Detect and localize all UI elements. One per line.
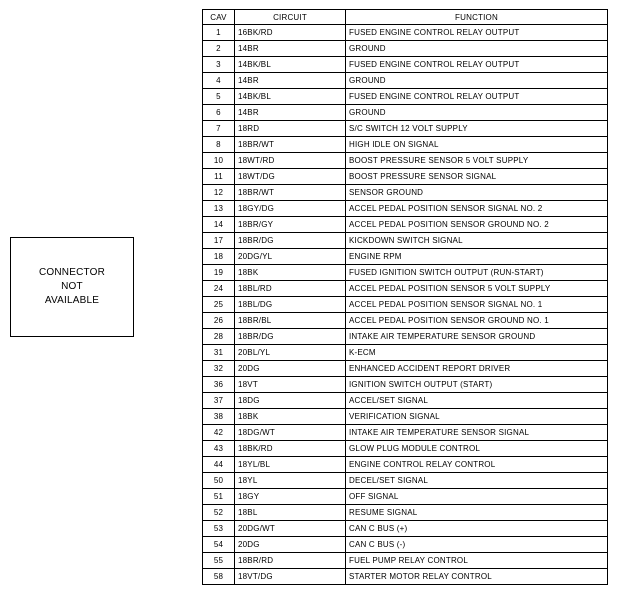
circuit-cell: 18GY/DG xyxy=(235,201,346,217)
table-row xyxy=(203,297,608,313)
table-row xyxy=(203,313,608,329)
table-row xyxy=(203,281,608,297)
header-circuit: CIRCUIT xyxy=(235,10,346,25)
function-cell: KICKDOWN SWITCH SIGNAL xyxy=(346,233,608,249)
cav-cell: 53 xyxy=(203,521,235,537)
function-cell: DECEL/SET SIGNAL xyxy=(346,473,608,489)
table-row xyxy=(203,217,608,233)
cav-cell: 4 xyxy=(203,73,235,89)
cav-cell: 13 xyxy=(203,201,235,217)
cav-cell: 55 xyxy=(203,553,235,569)
cav-cell: 51 xyxy=(203,489,235,505)
table-row xyxy=(203,489,608,505)
cav-cell: 7 xyxy=(203,121,235,137)
function-cell: BOOST PRESSURE SENSOR 5 VOLT SUPPLY xyxy=(346,153,608,169)
circuit-cell: 18WT/RD xyxy=(235,153,346,169)
function-cell: FUSED IGNITION SWITCH OUTPUT (RUN-START) xyxy=(346,265,608,281)
function-cell: FUSED ENGINE CONTROL RELAY OUTPUT xyxy=(346,89,608,105)
function-cell: FUSED ENGINE CONTROL RELAY OUTPUT xyxy=(346,25,608,41)
table-row xyxy=(203,249,608,265)
cav-cell: 3 xyxy=(203,57,235,73)
cav-cell: 44 xyxy=(203,457,235,473)
circuit-cell: 18BK xyxy=(235,265,346,281)
circuit-cell: 20DG/WT xyxy=(235,521,346,537)
table-row xyxy=(203,441,608,457)
cav-cell: 38 xyxy=(203,409,235,425)
table-row xyxy=(203,505,608,521)
function-cell: VERIFICATION SIGNAL xyxy=(346,409,608,425)
cav-cell: 50 xyxy=(203,473,235,489)
cav-cell: 8 xyxy=(203,137,235,153)
table-row xyxy=(203,153,608,169)
function-cell: ENHANCED ACCIDENT REPORT DRIVER xyxy=(346,361,608,377)
function-cell: GLOW PLUG MODULE CONTROL xyxy=(346,441,608,457)
cav-cell: 32 xyxy=(203,361,235,377)
function-cell: FUEL PUMP RELAY CONTROL xyxy=(346,553,608,569)
header-cav: CAV xyxy=(203,10,235,25)
function-cell: INTAKE AIR TEMPERATURE SENSOR SIGNAL xyxy=(346,425,608,441)
circuit-cell: 14BR xyxy=(235,73,346,89)
cav-cell: 18 xyxy=(203,249,235,265)
function-cell: STARTER MOTOR RELAY CONTROL xyxy=(346,569,608,585)
table-row xyxy=(203,553,608,569)
circuit-cell: 14BK/BL xyxy=(235,89,346,105)
function-cell: HIGH IDLE ON SIGNAL xyxy=(346,137,608,153)
cav-cell: 36 xyxy=(203,377,235,393)
function-cell: CAN C BUS (-) xyxy=(346,537,608,553)
cav-cell: 11 xyxy=(203,169,235,185)
cav-cell: 54 xyxy=(203,537,235,553)
cav-cell: 37 xyxy=(203,393,235,409)
cav-cell: 52 xyxy=(203,505,235,521)
connector-label-line-2: NOT xyxy=(61,281,83,292)
circuit-cell: 18BR/DG xyxy=(235,233,346,249)
table-row xyxy=(203,457,608,473)
function-cell: CAN C BUS (+) xyxy=(346,521,608,537)
table-row xyxy=(203,105,608,121)
table-row xyxy=(203,345,608,361)
circuit-cell: 18BR/GY xyxy=(235,217,346,233)
circuit-cell: 18BR/BL xyxy=(235,313,346,329)
function-cell: K-ECM xyxy=(346,345,608,361)
function-cell: ENGINE CONTROL RELAY CONTROL xyxy=(346,457,608,473)
table-row xyxy=(203,41,608,57)
table-row xyxy=(203,57,608,73)
table-row xyxy=(203,73,608,89)
table-row xyxy=(203,329,608,345)
circuit-cell: 18YL/BL xyxy=(235,457,346,473)
cav-cell: 6 xyxy=(203,105,235,121)
function-cell: ACCEL PEDAL POSITION SENSOR SIGNAL NO. 1 xyxy=(346,297,608,313)
cav-cell: 43 xyxy=(203,441,235,457)
table-row xyxy=(203,137,608,153)
connector-not-available-box xyxy=(10,237,134,337)
circuit-cell: 14BR xyxy=(235,105,346,121)
function-cell: ACCEL PEDAL POSITION SENSOR GROUND NO. 2 xyxy=(346,217,608,233)
table-row xyxy=(203,473,608,489)
function-cell: ENGINE RPM xyxy=(346,249,608,265)
function-cell: GROUND xyxy=(346,41,608,57)
cav-cell: 42 xyxy=(203,425,235,441)
table-row xyxy=(203,361,608,377)
function-cell: GROUND xyxy=(346,105,608,121)
cav-cell: 58 xyxy=(203,569,235,585)
circuit-cell: 18DG xyxy=(235,393,346,409)
table-row xyxy=(203,233,608,249)
table-row xyxy=(203,169,608,185)
function-cell: ACCEL PEDAL POSITION SENSOR GROUND NO. 1 xyxy=(346,313,608,329)
header-function: FUNCTION xyxy=(346,10,608,25)
table-row xyxy=(203,521,608,537)
circuit-cell: 18BL xyxy=(235,505,346,521)
cav-cell: 14 xyxy=(203,217,235,233)
cav-cell: 28 xyxy=(203,329,235,345)
circuit-cell: 18VT/DG xyxy=(235,569,346,585)
table-header-row xyxy=(203,10,608,25)
table-row xyxy=(203,377,608,393)
function-cell: FUSED ENGINE CONTROL RELAY OUTPUT xyxy=(346,57,608,73)
circuit-cell: 20BL/YL xyxy=(235,345,346,361)
table-row xyxy=(203,185,608,201)
table-row xyxy=(203,393,608,409)
cav-cell: 1 xyxy=(203,25,235,41)
circuit-cell: 14BR xyxy=(235,41,346,57)
circuit-cell: 20DG/YL xyxy=(235,249,346,265)
cav-cell: 31 xyxy=(203,345,235,361)
function-cell: GROUND xyxy=(346,73,608,89)
circuit-cell: 18BK xyxy=(235,409,346,425)
table-row xyxy=(203,409,608,425)
circuit-cell: 14BK/BL xyxy=(235,57,346,73)
table-row xyxy=(203,425,608,441)
circuit-cell: 20DG xyxy=(235,361,346,377)
cav-cell: 25 xyxy=(203,297,235,313)
circuit-cell: 20DG xyxy=(235,537,346,553)
circuit-cell: 18BR/RD xyxy=(235,553,346,569)
circuit-cell: 18BR/WT xyxy=(235,137,346,153)
connector-label-line-3: AVAILABLE xyxy=(44,295,100,306)
cav-cell: 10 xyxy=(203,153,235,169)
circuit-cell: 18VT xyxy=(235,377,346,393)
function-cell: INTAKE AIR TEMPERATURE SENSOR GROUND xyxy=(346,329,608,345)
function-cell: BOOST PRESSURE SENSOR SIGNAL xyxy=(346,169,608,185)
pinout-table-body xyxy=(203,25,608,585)
function-cell: S/C SWITCH 12 VOLT SUPPLY xyxy=(346,121,608,137)
function-cell: ACCEL PEDAL POSITION SENSOR 5 VOLT SUPPLY xyxy=(346,281,608,297)
connector-label-line-1: CONNECTOR xyxy=(38,267,106,278)
table-row xyxy=(203,25,608,41)
circuit-cell: 18BR/DG xyxy=(235,329,346,345)
circuit-cell: 18RD xyxy=(235,121,346,137)
function-cell: OFF SIGNAL xyxy=(346,489,608,505)
circuit-cell: 18GY xyxy=(235,489,346,505)
function-cell: RESUME SIGNAL xyxy=(346,505,608,521)
table-row xyxy=(203,569,608,585)
function-cell: ACCEL/SET SIGNAL xyxy=(346,393,608,409)
cav-cell: 17 xyxy=(203,233,235,249)
circuit-cell: 18BK/RD xyxy=(235,441,346,457)
cav-cell: 26 xyxy=(203,313,235,329)
cav-cell: 24 xyxy=(203,281,235,297)
cav-cell: 2 xyxy=(203,41,235,57)
cav-cell: 12 xyxy=(203,185,235,201)
table-row xyxy=(203,201,608,217)
circuit-cell: 18YL xyxy=(235,473,346,489)
circuit-cell: 16BK/RD xyxy=(235,25,346,41)
function-cell: ACCEL PEDAL POSITION SENSOR SIGNAL NO. 2 xyxy=(346,201,608,217)
table-row xyxy=(203,537,608,553)
table-row xyxy=(203,121,608,137)
function-cell: SENSOR GROUND xyxy=(346,185,608,201)
circuit-cell: 18WT/DG xyxy=(235,169,346,185)
table-row xyxy=(203,89,608,105)
cav-cell: 5 xyxy=(203,89,235,105)
circuit-cell: 18BR/WT xyxy=(235,185,346,201)
function-cell: IGNITION SWITCH OUTPUT (START) xyxy=(346,377,608,393)
circuit-cell: 18BL/DG xyxy=(235,297,346,313)
circuit-cell: 18DG/WT xyxy=(235,425,346,441)
circuit-cell: 18BL/RD xyxy=(235,281,346,297)
cav-cell: 19 xyxy=(203,265,235,281)
table-row xyxy=(203,265,608,281)
pinout-table xyxy=(202,9,608,585)
